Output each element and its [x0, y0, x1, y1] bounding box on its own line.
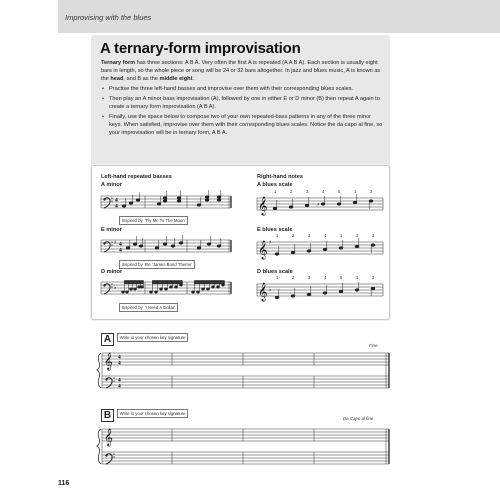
svg-text:4: 4 — [118, 360, 121, 367]
section-b-marker: B — [101, 409, 114, 422]
scale-name-d: D blues scale — [257, 269, 293, 275]
bass-notes — [126, 235, 221, 249]
svg-text:4: 4 — [118, 383, 121, 390]
svg-text:1: 1 — [276, 275, 279, 280]
inspired-label-a: Inspired by 'Fly Me To The Moon' — [119, 216, 188, 225]
bass-staff-d-minor — [101, 276, 233, 300]
svg-text:2: 2 — [356, 233, 359, 238]
inspired-label-d: Inspired by 'I Need A Dollar' — [119, 303, 178, 312]
svg-text:5: 5 — [338, 189, 341, 194]
grand-staff-a[interactable] — [98, 348, 391, 392]
svg-text:2: 2 — [370, 189, 373, 194]
sharp-icon: ♯ — [114, 240, 117, 246]
intro-paragraph: Ternary form has three sections: A B A. Very often the first A is repeated (A A B A). Each section is usually eight bars in length, so the whole piece or song will be 24 or 32 bars altogether. In jazz and blues music, A is known as the head, and B as the middle eight. — [101, 60, 381, 83]
svg-text:3: 3 — [372, 233, 375, 238]
section-title: A ternary-form improvisation — [100, 40, 301, 57]
instruction-item: • Then play an A minor bass improvisation (A), followed by one in either E or D minor (B) then repeat A again to create a ternary form improvisation (A B A). — [101, 95, 385, 111]
bass-key-a-minor: A minor — [101, 182, 122, 188]
scale-name-e: E blues scale — [257, 227, 293, 233]
sharp-icon: ♯ — [317, 202, 320, 208]
instruction-item: • Finally, use the space below to compose two of your own repeated-bass patterns in any of the three minor keys. When satisfied, improvise over them with their corresponding blues scales. Notice the da capo al fine, so your improvisation will be in ternary form, A B A. — [101, 113, 385, 138]
treble-clef-icon: 𝄞 — [104, 428, 113, 446]
da-capo-mark: Da Capo al fine — [343, 416, 374, 421]
left-hand-heading: Left-hand repeated basses — [101, 174, 172, 180]
fingering-row — [276, 275, 375, 280]
flat-icon: ♭ — [269, 287, 272, 293]
staff-lines — [257, 284, 383, 296]
grand-staff-b[interactable] — [98, 424, 391, 468]
fine-mark: Fine — [369, 343, 378, 348]
inspired-label-e: Inspired by the 'James Bond Theme' — [119, 260, 195, 269]
sharp-icon: ♯ — [269, 240, 272, 246]
svg-text:4: 4 — [324, 275, 327, 280]
bass-staff-a-minor — [101, 190, 233, 214]
svg-text:2: 2 — [372, 275, 375, 280]
bass-notes — [121, 281, 224, 294]
term-ternary: Ternary form — [101, 60, 136, 66]
treble-clef-icon: 𝄞 — [258, 240, 268, 259]
time-signature: 4 — [115, 197, 118, 204]
staff-lines — [257, 242, 383, 254]
treble-staff-d-blues — [257, 276, 385, 300]
key-signature-prompt-a: Write in your chosen key signature — [117, 333, 188, 342]
fingering-row — [276, 233, 375, 238]
treble-clef-icon: 𝄞 — [104, 352, 113, 370]
svg-text:4: 4 — [115, 203, 118, 210]
scale-notes — [275, 282, 375, 299]
bass-key-d-minor: D minor — [101, 269, 123, 275]
instruction-list — [101, 85, 385, 139]
bass-key-e-minor: E minor — [101, 227, 122, 233]
key-signature-prompt-b: Write in your chosen key signature — [117, 409, 188, 418]
svg-text:2: 2 — [292, 233, 295, 238]
svg-text:2: 2 — [292, 275, 295, 280]
svg-text:2: 2 — [290, 189, 293, 194]
svg-text:3: 3 — [306, 189, 309, 194]
running-header: Improvising with the blues — [65, 13, 152, 22]
svg-text:5: 5 — [340, 275, 343, 280]
treble-clef-icon: 𝄞 — [258, 196, 268, 215]
right-hand-heading: Right-hand notes — [257, 174, 303, 180]
treble-staff-e-blues — [257, 234, 385, 258]
svg-text:4: 4 — [322, 189, 325, 194]
scale-notes — [275, 238, 375, 255]
svg-text:4: 4 — [119, 247, 122, 254]
term-middle-eight: middle eight — [159, 76, 193, 83]
instruction-item: • Practise the three left-hand basses and improvise over them with their corresponding blues scales. — [101, 85, 385, 93]
brace-icon — [97, 353, 101, 388]
svg-text:3: 3 — [308, 275, 311, 280]
staff-lines — [102, 429, 389, 464]
bass-staff-e-minor — [101, 234, 233, 258]
svg-text:1: 1 — [274, 189, 277, 194]
fingering-row — [274, 189, 373, 194]
treble-clef-icon: 𝄞 — [258, 282, 268, 301]
section-a-marker: A — [101, 333, 114, 346]
scale-notes — [273, 194, 373, 210]
scale-name-a: A blues scale — [257, 182, 293, 188]
svg-text:1: 1 — [354, 189, 357, 194]
svg-text:4: 4 — [324, 233, 327, 238]
svg-text:4: 4 — [119, 241, 122, 248]
svg-text:1: 1 — [276, 233, 279, 238]
svg-text:1: 1 — [340, 233, 343, 238]
brace-icon — [97, 429, 101, 464]
treble-staff-a-blues — [257, 190, 385, 214]
svg-text:1: 1 — [356, 275, 359, 280]
flat-icon: ♭ — [114, 285, 117, 291]
time-signature — [118, 355, 121, 390]
page-number: 116 — [58, 480, 70, 487]
svg-text:4: 4 — [118, 354, 121, 361]
svg-text:3: 3 — [308, 233, 311, 238]
svg-text:4: 4 — [118, 377, 121, 384]
term-head: head — [110, 76, 124, 83]
staff-lines — [102, 353, 389, 388]
